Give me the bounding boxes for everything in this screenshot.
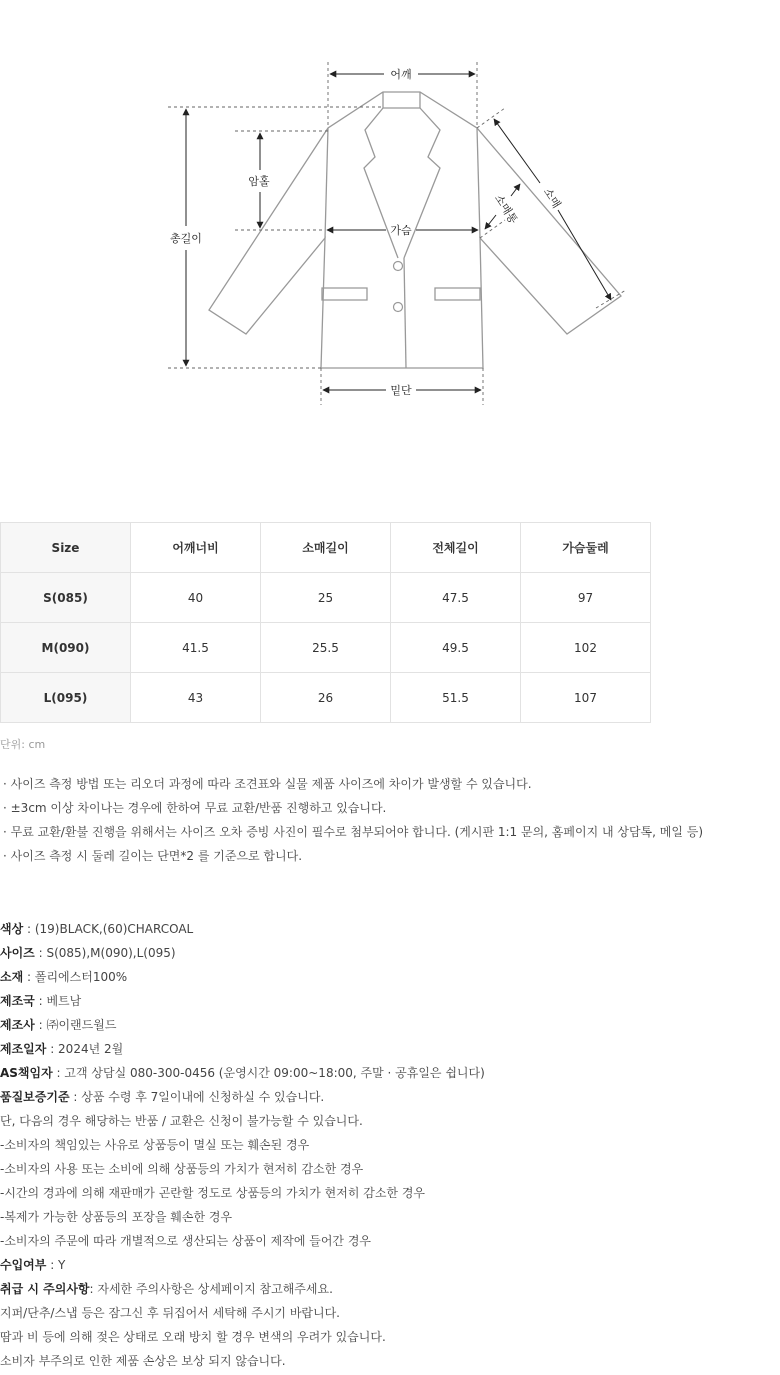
info-as — [0, 1063, 485, 1087]
info-material — [0, 967, 485, 991]
quality-line: -소비자의 주문에 따라 개별적으로 생산되는 상품이 제작에 들어간 경우 — [0, 1234, 372, 1248]
label-hem: 밑단 — [390, 384, 412, 397]
info-key: 제조국 — [0, 994, 35, 1008]
info-date — [0, 1039, 485, 1063]
info-value: : 고객 상담실 080-300-0456 (운영시간 09:00~18:00, 주말 · 공휴일은 쉽니다) — [52, 1066, 485, 1080]
info-key: AS책임자 — [0, 1066, 53, 1080]
info-care — [0, 1279, 485, 1303]
table-cell: 102 — [521, 623, 651, 673]
table-cell: 51.5 — [391, 673, 521, 723]
info-value: : 상품 수령 후 7일이내에 신청하실 수 있습니다. — [69, 1090, 325, 1104]
table-row — [1, 673, 651, 723]
product-info — [0, 919, 485, 1375]
jacket-measurement-diagram — [0, 0, 780, 440]
quality-line: -소비자의 책임있는 사유로 상품등이 멸실 또는 훼손된 경우 — [0, 1138, 310, 1152]
info-value: : 2024년 2월 — [46, 1042, 124, 1056]
table-row — [1, 623, 651, 673]
note-item: · 사이즈 측정 시 둘레 길이는 단면*2 를 기준으로 합니다. — [3, 849, 303, 863]
label-total-length: 총길이 — [170, 232, 202, 245]
unit-note: 단위: cm — [0, 738, 46, 751]
info-value: : S(085),M(090),L(095) — [34, 946, 176, 960]
button-top — [394, 262, 403, 271]
info-value: : (19)BLACK,(60)CHARCOAL — [23, 922, 194, 936]
info-value: : 자세한 주의사항은 상세페이지 참고해주세요. — [89, 1282, 333, 1296]
note-item: · ±3cm 이상 차이나는 경우에 한하여 무료 교환/반품 진행하고 있습니다. — [3, 801, 387, 815]
quality-line: -소비자의 사용 또는 소비에 의해 상품등의 가치가 현저히 감소한 경우 — [0, 1162, 364, 1176]
label-sleeve: 소매 — [540, 185, 564, 211]
info-maker — [0, 1015, 485, 1039]
header-shoulder-width: 어깨너비 — [131, 523, 261, 573]
info-key: 품질보증기준 — [0, 1090, 70, 1104]
header-size: Size — [1, 523, 131, 573]
info-value: : 베트남 — [34, 994, 82, 1008]
table-cell: 25 — [261, 573, 391, 623]
care-line: 지퍼/단추/스냅 등은 잠그신 후 뒤집어서 세탁해 주시기 바랍니다. — [0, 1306, 340, 1320]
size-label: M(090) — [1, 623, 131, 673]
jacket-outline — [209, 92, 621, 368]
quality-line: 단, 다음의 경우 해당하는 반품 / 교환은 신청이 불가능할 수 있습니다. — [0, 1114, 363, 1128]
table-cell: 47.5 — [391, 573, 521, 623]
info-key: 제조일자 — [0, 1042, 47, 1056]
label-chest: 가슴 — [390, 224, 412, 237]
note-item: · 무료 교환/환불 진행을 위해서는 사이즈 오차 증빙 사진이 필수로 첨부되어야 합니다. (게시판 1:1 문의, 홈페이지 내 상담톡, 메일 등) — [3, 825, 704, 839]
info-key: 색상 — [0, 922, 24, 936]
info-import — [0, 1255, 485, 1279]
table-cell: 26 — [261, 673, 391, 723]
size-table — [0, 522, 651, 723]
label-sleeve-width: 소매통 — [492, 192, 520, 227]
label-shoulder: 어깨 — [390, 68, 412, 81]
info-color — [0, 919, 485, 943]
label-armhole: 암홀 — [248, 175, 270, 188]
info-size — [0, 943, 485, 967]
header-chest: 가슴둘레 — [521, 523, 651, 573]
info-value: : Y — [46, 1258, 66, 1272]
info-key: 제조사 — [0, 1018, 35, 1032]
quality-line: -시간의 경과에 의해 재판매가 곤란할 정도로 상품등의 가치가 현저히 감소한 경우 — [0, 1186, 426, 1200]
size-notes — [3, 774, 703, 870]
size-label: S(085) — [1, 573, 131, 623]
quality-line: -복제가 가능한 상품등의 포장을 훼손한 경우 — [0, 1210, 233, 1224]
info-key: 수입여부 — [0, 1258, 47, 1272]
info-quality — [0, 1087, 485, 1111]
header-total-length: 전체길이 — [391, 523, 521, 573]
info-key: 사이즈 — [0, 946, 35, 960]
info-key: 취급 시 주의사항 — [0, 1282, 90, 1296]
table-cell: 49.5 — [391, 623, 521, 673]
table-cell: 43 — [131, 673, 261, 723]
table-cell: 107 — [521, 673, 651, 723]
table-header-row — [1, 523, 651, 573]
info-country — [0, 991, 485, 1015]
info-key: 소재 — [0, 970, 24, 984]
table-cell: 25.5 — [261, 623, 391, 673]
button-bottom — [394, 303, 403, 312]
header-sleeve-length: 소매길이 — [261, 523, 391, 573]
table-cell: 97 — [521, 573, 651, 623]
table-cell: 40 — [131, 573, 261, 623]
table-cell: 41.5 — [131, 623, 261, 673]
info-value: : ㈜이랜드월드 — [34, 1018, 117, 1032]
note-item: · 사이즈 측정 방법 또는 리오더 과정에 따라 조견표와 실물 제품 사이즈에 차이가 발생할 수 있습니다. — [3, 777, 532, 791]
care-line: 소비자 부주의로 인한 제품 손상은 보상 되지 않습니다. — [0, 1354, 286, 1368]
table-row — [1, 573, 651, 623]
size-label: L(095) — [1, 673, 131, 723]
info-value: : 폴리에스터100% — [23, 970, 128, 984]
care-line: 땀과 비 등에 의해 젖은 상태로 오래 방치 할 경우 변색의 우려가 있습니다. — [0, 1330, 386, 1344]
